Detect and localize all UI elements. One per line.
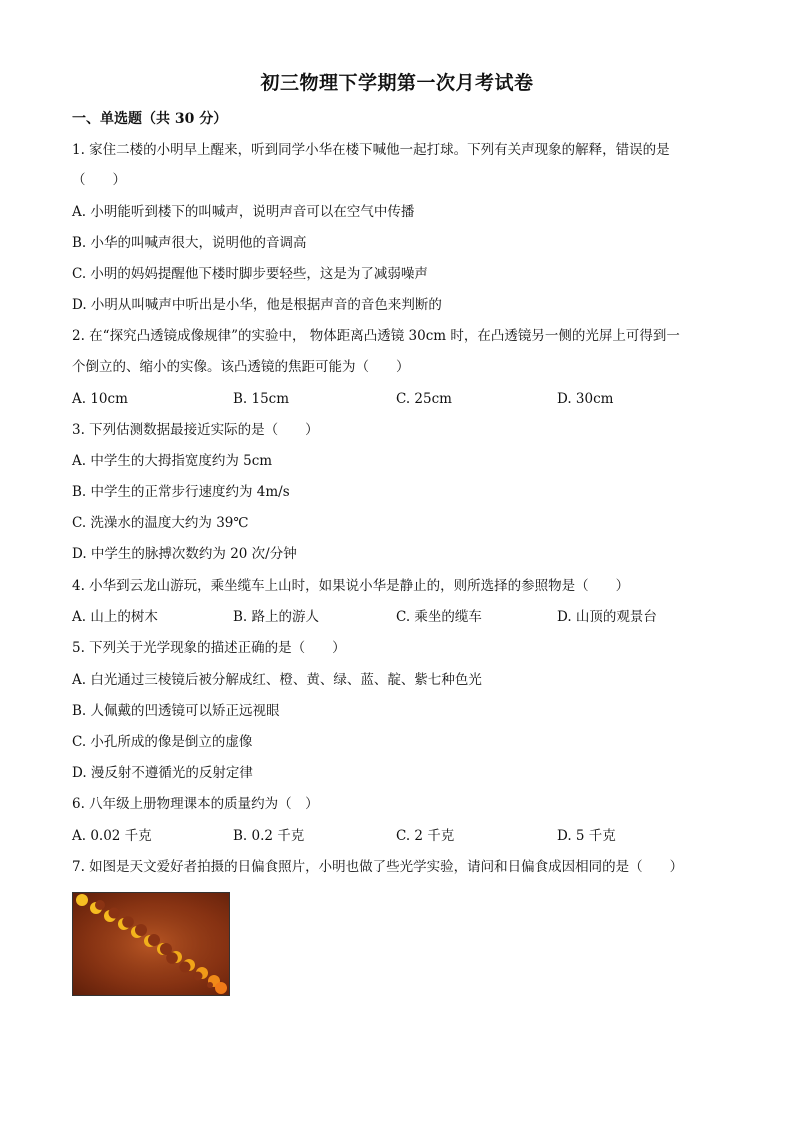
question-5-option-d: D. 漫反射不遵循光的反射定律 <box>72 765 253 781</box>
page-title: 初三物理下学期第一次月考试卷 <box>260 72 534 94</box>
question-3-stem: 3. 下列估测数据最接近实际的是（ ） <box>72 422 319 438</box>
sun-phase-12 <box>215 982 227 994</box>
question-2-stem-line2: 个倒立的、缩小的实像。该凸透镜的焦距可能为（ ） <box>72 359 410 375</box>
question-1-option-b: B. 小华的叫喊声很大，说明他的音调高 <box>72 235 307 251</box>
question-3-option-c: C. 洗澡水的温度大约为 39℃ <box>72 515 249 531</box>
question-5-option-b: B. 人佩戴的凹透镜可以矫正远视眼 <box>72 703 280 719</box>
question-4-option-b: B. 路上的游人 <box>233 609 320 625</box>
question-6-option-c: C. 2 千克 <box>396 828 455 844</box>
question-6-option-b: B. 0.2 千克 <box>233 828 305 844</box>
question-3-option-b: B. 中学生的正常步行速度约为 4m/s <box>72 484 290 500</box>
question-4-option-c: C. 乘坐的缆车 <box>396 609 482 625</box>
question-2-option-b: B. 15cm <box>233 391 290 407</box>
question-1-option-c: C. 小明的妈妈提醒他下楼时脚步要轻些，这是为了减弱噪声 <box>72 266 428 282</box>
section-heading: 一、单选题（共 30 分） <box>72 111 228 127</box>
question-7-stem: 7. 如图是天文爱好者拍摄的日偏食照片，小明也做了些光学实验，请问和日偏食成因相同的是（ ） <box>72 859 684 875</box>
question-6-option-a: A. 0.02 千克 <box>72 828 152 844</box>
eclipse-sequence-graphic <box>73 893 229 995</box>
question-3-option-d: D. 中学生的脉搏次数约为 20 次/分钟 <box>72 546 297 562</box>
question-5-option-c: C. 小孔所成的像是倒立的虚像 <box>72 734 253 750</box>
question-1-stem-line1: 1. 家住二楼的小明早上醒来，听到同学小华在楼下喊他一起打球。下列有关声现象的解释，错误的是 <box>72 142 670 158</box>
question-2-option-a: A. 10cm <box>72 391 128 407</box>
question-2-option-d: D. 30cm <box>557 391 614 407</box>
question-4-option-d: D. 山顶的观景台 <box>557 609 657 625</box>
sun-phase-1 <box>76 894 88 906</box>
question-1-option-a: A. 小明能听到楼下的叫喊声，说明声音可以在空气中传播 <box>72 204 415 220</box>
question-6-option-d: D. 5 千克 <box>557 828 616 844</box>
question-4-stem: 4. 小华到云龙山游玩，乘坐缆车上山时，如果说小华是静止的，则所选择的参照物是（ ） <box>72 578 630 594</box>
question-3-option-a: A. 中学生的大拇指宽度约为 5cm <box>72 453 273 469</box>
question-4-option-a: A. 山上的树木 <box>72 609 158 625</box>
question-2-stem-line1: 2. 在“探究凸透镜成像规律”的实验中， 物体距离凸透镜 30cm 时，在凸透镜另一侧的光屏上可得到一 <box>72 328 680 344</box>
question-6-stem: 6. 八年级上册物理课本的质量约为（ ） <box>72 796 319 812</box>
question-5-option-a: A. 白光通过三棱镜后被分解成红、橙、黄、绿、蓝、靛、紫七种色光 <box>72 672 482 688</box>
question-1-stem-line2: （ ） <box>72 172 126 188</box>
question-5-stem: 5. 下列关于光学现象的描述正确的是（ ） <box>72 640 346 656</box>
question-1-option-d: D. 小明从叫喊声中听出是小华，他是根据声音的音色来判断的 <box>72 297 442 313</box>
question-2-option-c: C. 25cm <box>396 391 452 407</box>
partial-eclipse-photo <box>72 892 230 996</box>
